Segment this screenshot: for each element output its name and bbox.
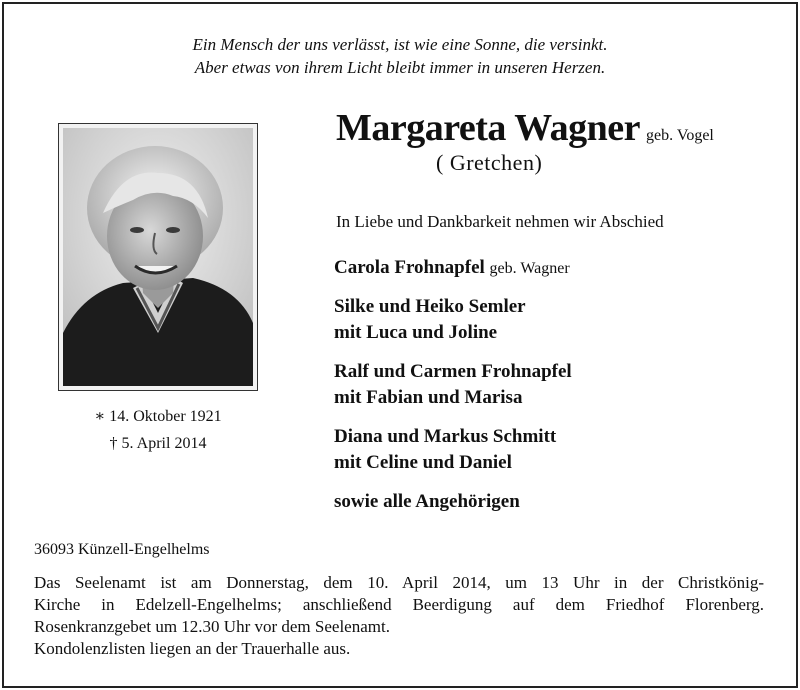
deceased-name: Margareta Wagner	[336, 107, 641, 149]
quote-line-2: Aber etwas von ihrem Licht bleibt immer in unseren Herzen.	[194, 58, 606, 77]
mourner-children: mit Luca und Joline	[334, 322, 498, 343]
mourner-children: mit Fabian und Marisa	[334, 387, 523, 408]
mourner-name: sowie alle Angehörigen	[334, 491, 520, 512]
service-line-4: Kondolenzlisten liegen an der Trauerhalle aus.	[34, 639, 351, 658]
service-line-3: Rosenkranzgebet um 12.30 Uhr vor dem Seelenamt.	[34, 617, 390, 636]
death-date: † 5. April 2014	[109, 435, 207, 452]
service-line-1: Das Seelenamt ist am Donnerstag, dem 10. April 2014, um 13 Uhr in der Christkönig-	[34, 573, 764, 592]
quote-line-1: Ein Mensch der uns verlässt, ist wie eine Sonne, die versinkt.	[192, 35, 608, 54]
mourner-name: Carola Frohnapfel	[334, 257, 485, 278]
life-dates	[58, 403, 258, 457]
memorial-quote	[0, 33, 800, 79]
mourner-note: geb. Wagner	[489, 260, 570, 277]
deceased-name-line	[336, 106, 714, 150]
mourner-entry	[334, 359, 572, 411]
mourner-name: Silke und Heiko Semler	[334, 296, 526, 317]
birth-date: ∗ 14. Oktober 1921	[94, 408, 222, 425]
farewell-text: In Liebe und Dankbarkeit nehmen wir Abschied	[336, 212, 664, 231]
portrait-image	[63, 128, 253, 386]
mourner-name: Ralf und Carmen Frohnapfel	[334, 361, 572, 382]
mourner-entry	[334, 489, 520, 515]
mourner-entry	[334, 424, 556, 476]
mourner-entry	[334, 294, 526, 346]
mourner-children: mit Celine und Daniel	[334, 452, 512, 473]
mourner-entry	[334, 255, 570, 282]
service-line-2: Kirche in Edelzell-Engelhelms; anschließend Beerdigung auf dem Friedhof Florenberg.	[34, 595, 764, 614]
maiden-name: geb. Vogel	[646, 127, 714, 144]
portrait-photo	[58, 123, 258, 391]
mourner-name: Diana und Markus Schmitt	[334, 426, 557, 447]
address: 36093 Künzell-Engelhelms	[34, 541, 210, 558]
service-info	[34, 572, 764, 660]
nickname: ( Gretchen)	[436, 150, 543, 175]
